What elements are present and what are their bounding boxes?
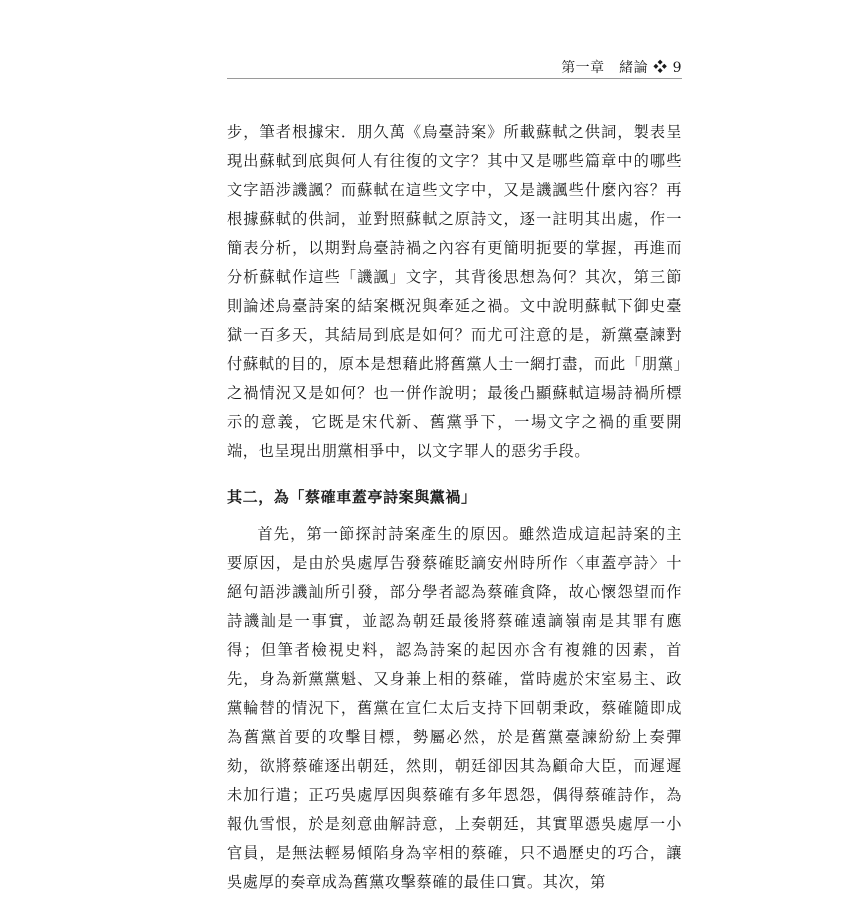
running-header: 第一章 緒論 ❖ 9 xyxy=(561,60,682,76)
header-rule xyxy=(227,78,682,79)
paragraph-intro-continued: 步，筆者根據宋．朋久萬《烏臺詩案》所載蘇軾之供詞，製表呈現出蘇軾到底與何人有往復的文字？其中又是哪些篇章中的哪些文字語涉譏諷？而蘇軾在這些文字中，又是譏諷些什麼內容？再根據蘇軾的供詞，並對照蘇軾之原詩文，逐一註明其出處，作一簡表分析，以期對烏臺詩禍之內容有更簡明扼要的掌握，再進而分析蘇軾作這些「譏諷」文字，其背後思想為何？其次，第三節則論述烏臺詩案的結案概況與牽延之禍。文中說明蘇軾下御史臺獄一百多天，其結局到底是如何？而尤可注意的是，新黨臺諫對付蘇軾的目的，原本是想藉此將舊黨人士一網打盡，而此「朋黨」之禍情況又是如何？也一併作說明；最後凸顯蘇軾這場詩禍所標示的意義，它既是宋代新、舊黨爭下，一場文字之禍的重要開端，也呈現出朋黨相爭中，以文字罪人的惡劣手段。 xyxy=(227,123,682,460)
section-heading: 其二，為「蔡確車蓋亭詩案與黨禍」 xyxy=(227,488,477,506)
paragraph-section-body: 首先，第一節探討詩案產生的原因。雖然造成這起詩案的主要原因，是由於吳處厚告發蔡確貶謫安州時所作〈車蓋亭詩〉十絕句語涉譏訕所引發，部分學者認為蔡確貪降，故心懷怨望而作詩譏訕是一事實，並認為朝廷最後將蔡確遠謫嶺南是其罪有應得；但筆者檢視史料，認為詩案的起因亦含有複雜的因素，首先，身為新黨黨魁、又身兼上相的蔡確，當時處於宋室易主、政黨輪替的情況下，舊黨在宣仁太后支持下回朝秉政，蔡確隨即成為舊黨首要的攻擊目標，勢屬必然，於是舊黨臺諫紛紛上奏彈劾，欲將蔡確逐出朝廷，然則，朝廷卻因其為顧命大臣，而遲遲未加行遣；正巧吳處厚因與蔡確有多年恩怨，偶得蔡確詩作，為報仇雪恨，於是刻意曲解詩意，上奏朝廷，其實單憑吳處厚一小官員，是無法輕易傾陷身為宰相的蔡確，只不過歷史的巧合，讓吳處厚的奏章成為舊黨攻擊蔡確的最佳口實。其次，第 xyxy=(227,525,682,891)
page-body xyxy=(227,118,682,897)
